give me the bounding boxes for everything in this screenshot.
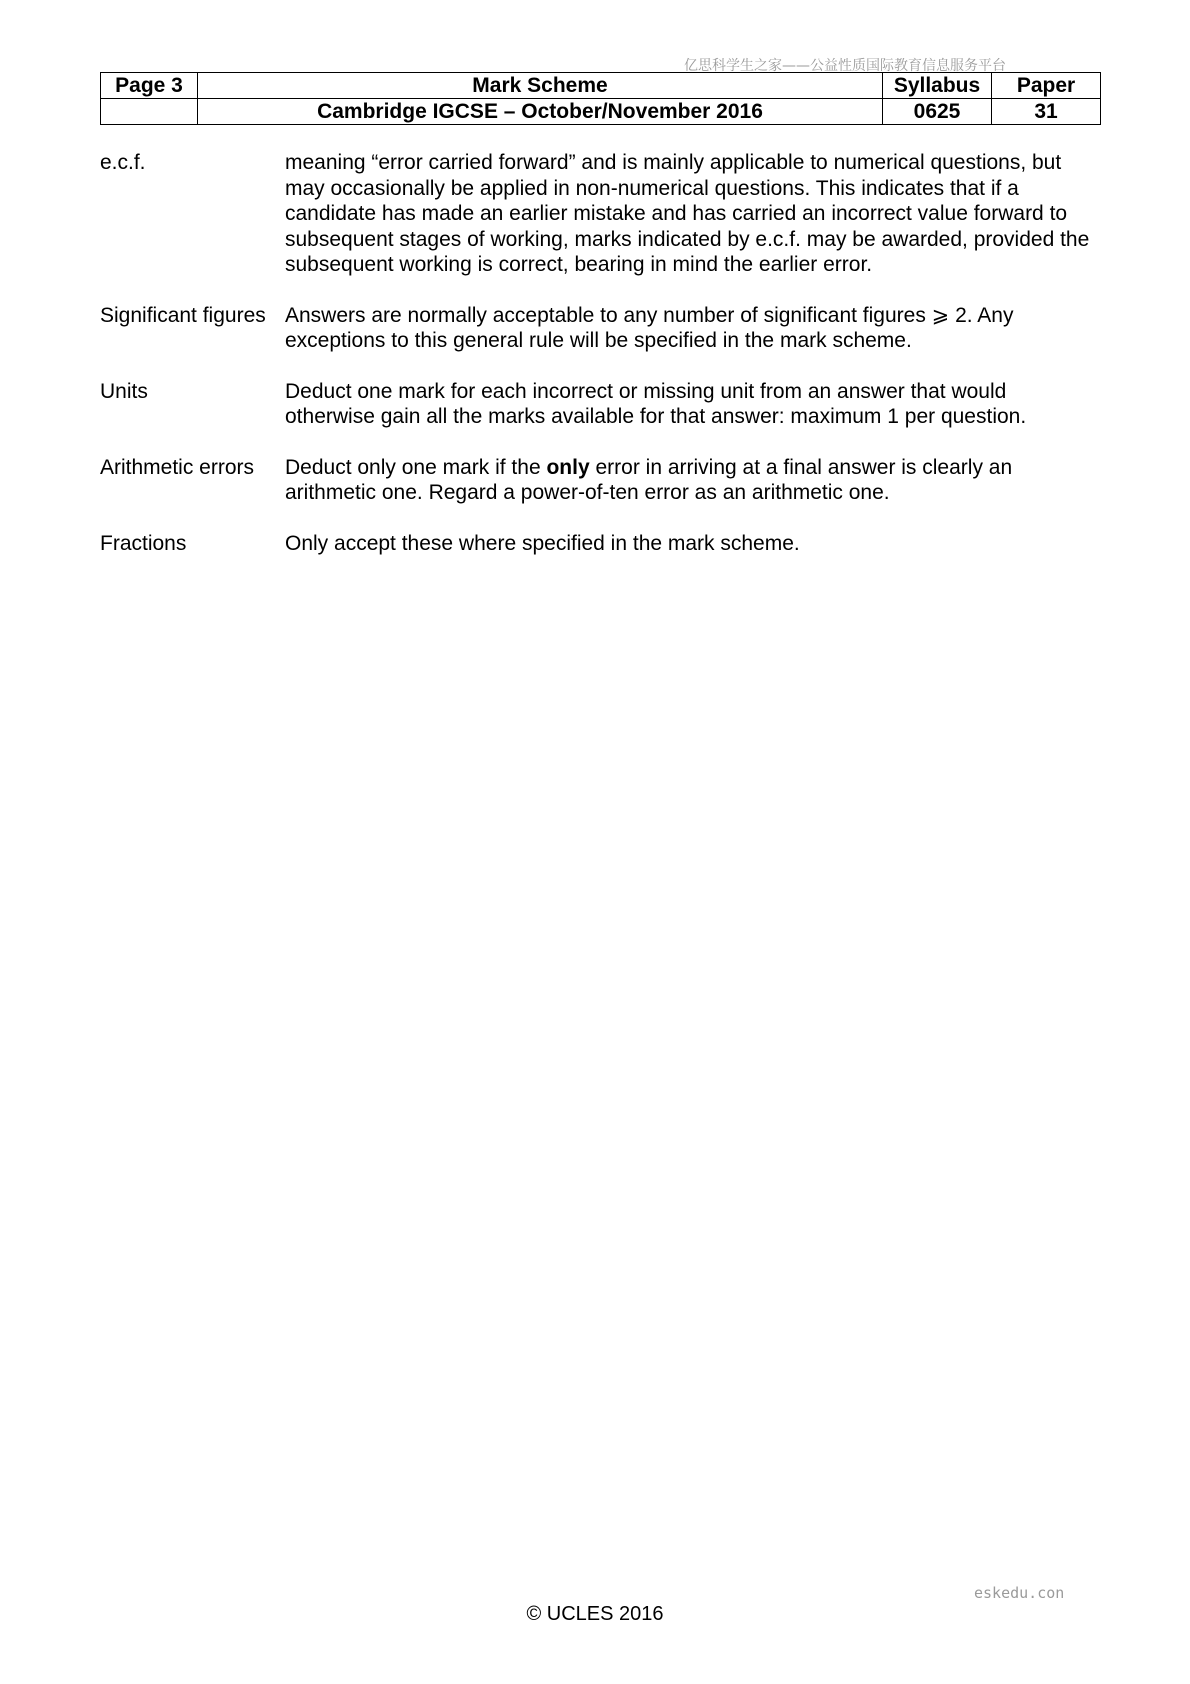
definition-row (100, 455, 1100, 506)
definitions-list (100, 150, 1100, 581)
definition-text: Answers are normally acceptable to any number of significant figures ⩾ 2. Any exceptions to this general rule will be specified in the mark scheme. (285, 303, 1014, 352)
definition-row (100, 531, 1100, 557)
definition-term: Significant figures (100, 303, 266, 327)
watermark-bottom: eskedu.con (974, 1584, 1065, 1602)
definition-text (285, 455, 1100, 506)
document-title: Mark Scheme (198, 73, 883, 99)
paper-label: Paper (992, 73, 1101, 99)
copyright-footer: © UCLES 2016 (526, 1603, 664, 1625)
syllabus-label: Syllabus (883, 73, 992, 99)
exam-name: Cambridge IGCSE – October/November 2016 (198, 99, 883, 125)
text-segment: error in arriving at a final answer is clearly an arithmetic one. Regard a power-of-ten error as an arithmetic one. (285, 455, 1013, 504)
definition-text: meaning “error carried forward” and is mainly applicable to numerical questions, but may occasionally be applied in non-numerical questions. This indicates that if a candidate has made an earlier mistake and has carried an incorrect value forward to subsequent stages of working, marks indicated by e.c.f. may be awarded, provided the subsequent working is correct, bearing in mind the earlier error. (285, 151, 1090, 276)
definition-row (100, 379, 1100, 430)
definition-row (100, 150, 1100, 278)
definition-term: Arithmetic errors (100, 455, 255, 479)
text-segment: Deduct only one mark if the (285, 455, 547, 479)
definition-text: Deduct one mark for each incorrect or missing unit from an answer that would otherwise gain all the marks available for that answer: maximum 1 per question. (285, 379, 1027, 428)
paper-number: 31 (992, 99, 1101, 125)
definition-text: Only accept these where specified in the mark scheme. (285, 531, 800, 555)
page-number: Page 3 (101, 73, 198, 99)
emphasis-text: only (546, 455, 590, 479)
syllabus-code: 0625 (883, 99, 992, 125)
definition-term: e.c.f. (100, 151, 146, 174)
watermark-top: 亿思科学生之家——公益性质国际教育信息服务平台 (684, 58, 1006, 74)
definition-row (100, 303, 1100, 354)
definition-term: Units (100, 379, 148, 403)
definition-term: Fractions (100, 531, 187, 555)
header-table (100, 72, 1101, 125)
empty-cell (101, 99, 198, 125)
